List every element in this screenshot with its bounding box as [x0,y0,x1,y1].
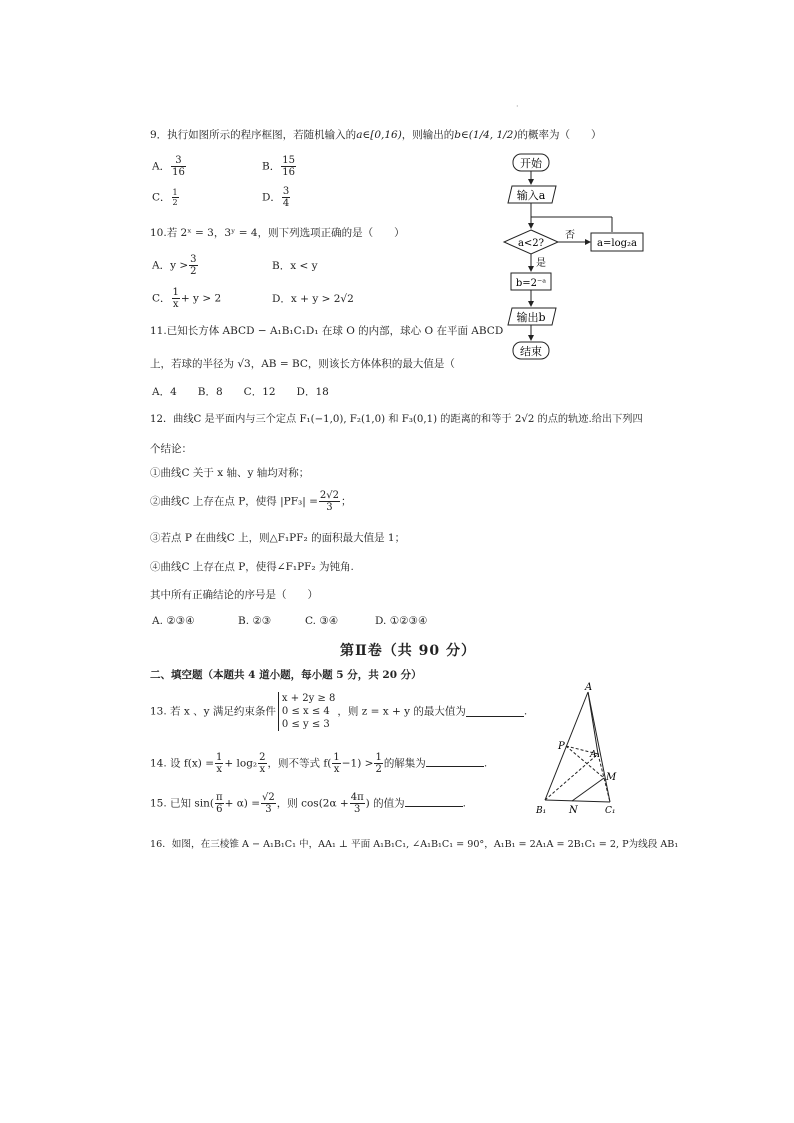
page-mark: · [516,102,519,111]
flow-start-text: 开始 [520,157,542,170]
segment-N-M [572,778,604,801]
label-A: A [585,682,593,693]
edge-A-C1 [588,692,610,802]
q15: 15. 已知 sin( $\frac{\pi}{6}$ + α) = $\frac{√2}{3}$ ，则 cos(2α + $\frac{4\pi}{3}$ ) 的值为 . [150,792,466,815]
label-M: M [606,772,617,783]
flow-no-label: 否 [565,230,575,241]
q13: 13. 若 x 、y 满足约束条件 x + 2y ≥ 8 0 ≤ x ≤ 4 0 ≤ y ≤ 3 ，则 z = x + y 的最大值为 . [150,693,528,730]
label-A1: A₁ [590,750,601,760]
q9-stem: 9．执行如图所示的程序框图，若随机输入的a∈[0,16)，则输出的b∈(1/4, 1/2)的概率为（ ） [150,129,602,141]
q16-line: 16．如图，在三棱锥 A − A₁B₁C₁ 中，AA₁ ⊥ 平面 A₁B₁C₁, ∠A₁B₁C₁ = 90°，A₁B₁ = 2A₁A = 2B₁C₁ = 2, P为线段 AB₁ [150,839,679,850]
q9-option-d: D． $\frac{3}{4}$ [262,186,290,209]
edge-A-A1 [588,692,598,754]
q14: 14. 设 f(x) = $\frac{1}{x}$ + log₂ $\frac{2}{x}$ ，则不等式 f( $\frac{1}{x}$ −1) > $\frac{1}{2}$ 的解集为 . [150,752,488,775]
q10-option-d: D．x + y > 2√2 [272,293,354,305]
flow-loop-text: a=log₂a [597,238,637,249]
q12-conclusion-3: ③若点 P 在曲线C 上，则△F₁PF₂ 的面积最大值是 1； [150,532,406,544]
q9-option-c: C． $\frac{1}{2}$ [152,188,178,207]
q12-option-a: A. ②③④ [152,615,195,627]
label-P: P [558,741,565,752]
label-B1: B₁ [536,806,547,816]
flow-input-text: 输入a [516,189,546,202]
edge-B1-C1 [545,800,610,802]
q9-option-b: B． $\frac{15}{16}$ [262,155,295,178]
q12-line1: 12．曲线C 是平面内与三个定点 F₁(−1,0), F₂(1,0) 和 F₃(0,1) 的距离的和等于 2√2 的点的轨迹.给出下列四 [150,414,643,425]
q12-conclusion-1: ①曲线C 关于 x 轴、y 轴均对称； [150,467,310,479]
q11-line2: 上，若球的半径为 √3，AB = BC，则该长方体体积的最大值是（ [150,358,455,370]
flow-output-text: 输出b [516,311,546,324]
q10-option-a: A．y > $\frac{3}{2}$ [152,254,197,277]
part2-title: 第Ⅱ卷（共 90 分） [340,643,477,659]
q12-option-b: B. ②③ [238,615,272,627]
q12-conclusion-4: ④曲线C 上存在点 P，使得∠F₁PF₂ 为钝角. [150,561,354,573]
flowchart [490,150,650,365]
label-C1: C₁ [605,806,616,816]
q9-option-a: A． $\frac{3}{16}$ [152,155,185,178]
q11-options: A．4 B．8 C．12 D．18 [152,386,329,398]
q12-conclusion-2: ②曲线C 上存在点 P，使得 |PF₃| = $\frac{2√2}{3}$ ； [150,490,352,513]
q11-line1: 11.已知长方体 ABCD − A₁B₁C₁D₁ 在球 O 的内部，球心 O 在平面 ABCD [150,325,504,337]
q12-option-d: D. ①②③④ [375,615,428,627]
q12-line2: 个结论： [150,443,192,455]
q12-option-c: C. ③④ [305,615,339,627]
q10-stem: 10.若 2ˣ = 3，3ʸ = 4，则下列选项正确的是（ ） [150,227,405,239]
flow-decision-text: a<2? [517,238,545,249]
edge-B1-A1 [545,754,598,800]
fill-in-section-heading: 二、填空题（本题共 4 道小题，每小题 5 分，共 20 分） [150,669,422,681]
q12-ask: 其中所有正确结论的序号是（ ） [150,589,318,601]
flow-yes-label: 是 [536,258,546,269]
flow-end-text: 结束 [520,345,542,358]
q10-option-b: B．x < y [272,260,318,272]
pyramid-figure [530,680,630,820]
q10-option-c: C． $\frac{1}{x}$ + y > 2 [152,287,222,310]
label-N: N [569,805,578,816]
flow-assign-text: b=2⁻ᵃ [515,278,547,289]
